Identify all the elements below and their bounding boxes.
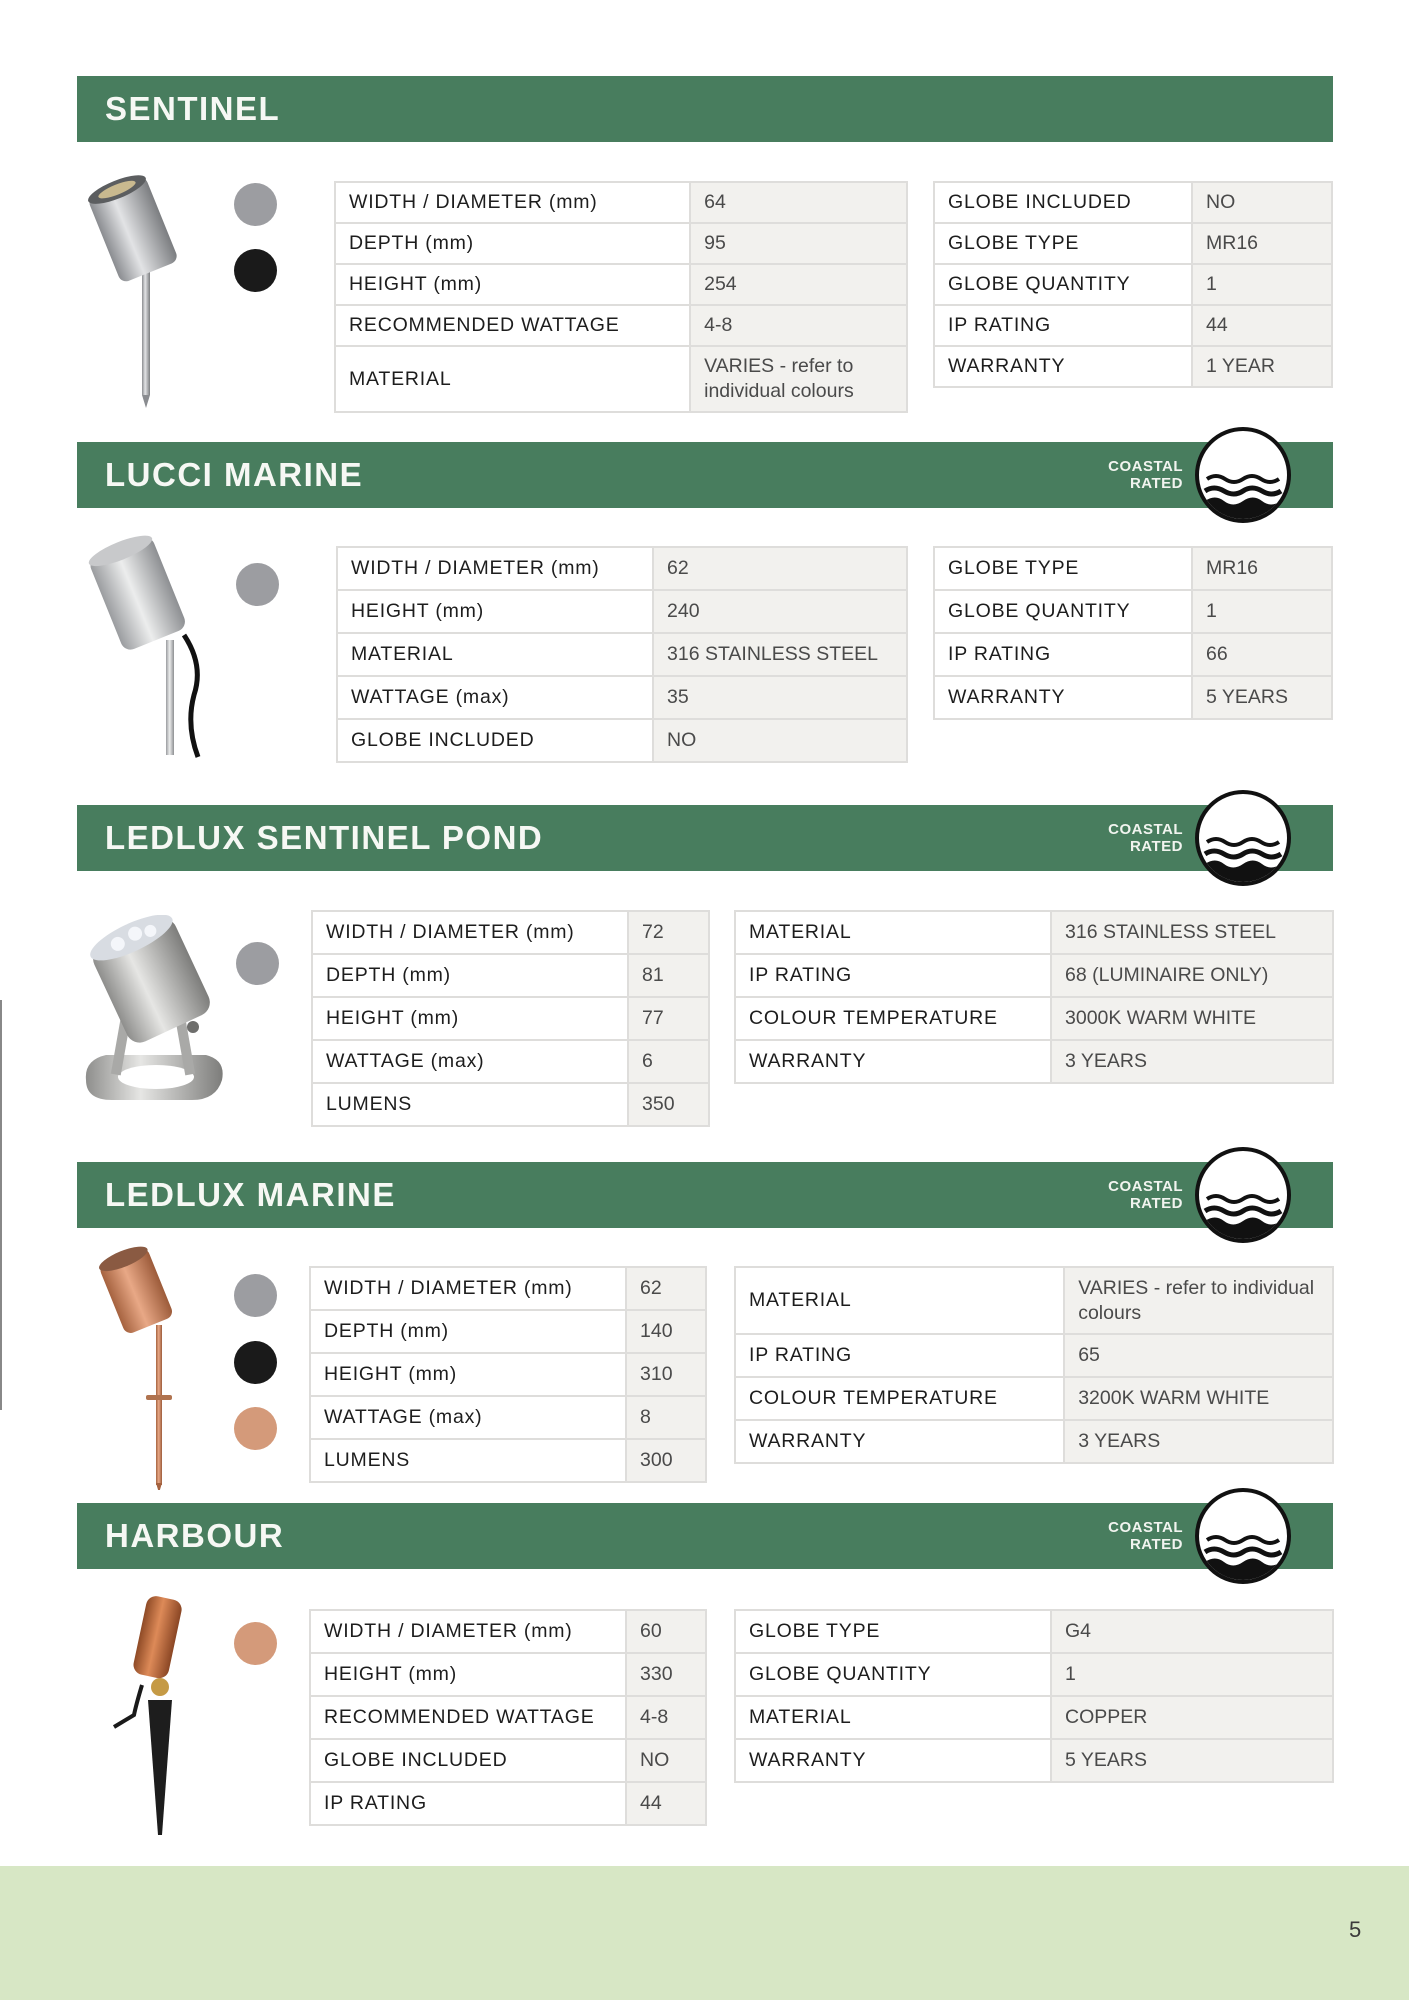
spec-value: 140 bbox=[626, 1310, 706, 1353]
section-header-lucci-marine bbox=[77, 442, 1333, 508]
swatch-silver bbox=[234, 1274, 277, 1317]
spec-value: VARIES - refer to individual colours bbox=[1064, 1267, 1333, 1334]
spec-value: 316 STAINLESS STEEL bbox=[1051, 911, 1333, 954]
spec-label: WIDTH / DIAMETER (mm) bbox=[335, 182, 690, 223]
spec-label: MATERIAL bbox=[735, 911, 1051, 954]
spec-value: 77 bbox=[628, 997, 709, 1040]
section-header-harbour bbox=[77, 1503, 1333, 1569]
spec-table-left bbox=[311, 910, 710, 1127]
swatch-copper bbox=[234, 1407, 277, 1450]
spec-value: 3000K WARM WHITE bbox=[1051, 997, 1333, 1040]
spec-value: 72 bbox=[628, 911, 709, 954]
coastal-waves-icon bbox=[1195, 427, 1291, 523]
spec-table-right bbox=[734, 910, 1334, 1084]
spec-label: IP RATING bbox=[934, 633, 1192, 676]
spec-value: 44 bbox=[1192, 305, 1332, 346]
spec-label: WARRANTY bbox=[934, 346, 1192, 387]
page-number: 5 bbox=[1349, 1917, 1362, 1942]
spec-label: GLOBE QUANTITY bbox=[934, 264, 1192, 305]
spec-value: 44 bbox=[626, 1782, 706, 1825]
spec-value: 350 bbox=[628, 1083, 709, 1126]
spec-label: IP RATING bbox=[934, 305, 1192, 346]
spec-label: LUMENS bbox=[312, 1083, 628, 1126]
spec-value: 64 bbox=[690, 182, 907, 223]
spec-label: HEIGHT (mm) bbox=[312, 997, 628, 1040]
coastal-rated-label: COASTAL RATED bbox=[1108, 1178, 1183, 1212]
spec-label: WIDTH / DIAMETER (mm) bbox=[310, 1267, 626, 1310]
spec-value: 1 YEAR bbox=[1192, 346, 1332, 387]
spec-value: 316 STAINLESS STEEL bbox=[653, 633, 907, 676]
spec-label: MATERIAL bbox=[337, 633, 653, 676]
spec-value: 8 bbox=[626, 1396, 706, 1439]
spec-label: DEPTH (mm) bbox=[310, 1310, 626, 1353]
spec-value: 62 bbox=[626, 1267, 706, 1310]
spec-value: 65 bbox=[1064, 1334, 1333, 1377]
spec-label: HEIGHT (mm) bbox=[337, 590, 653, 633]
spec-value: 81 bbox=[628, 954, 709, 997]
spec-label: RECOMMENDED WATTAGE bbox=[310, 1696, 626, 1739]
product-title: LUCCI MARINE bbox=[105, 456, 364, 493]
spec-label: RECOMMENDED WATTAGE bbox=[335, 305, 690, 346]
swatch-silver bbox=[234, 183, 277, 226]
spec-table-right bbox=[933, 181, 1333, 388]
spec-table-left bbox=[336, 546, 908, 763]
spec-label: WIDTH / DIAMETER (mm) bbox=[337, 547, 653, 590]
spec-value: 60 bbox=[626, 1610, 706, 1653]
spec-table-right bbox=[933, 546, 1333, 720]
spec-label: WARRANTY bbox=[735, 1040, 1051, 1083]
spec-value: 3200K WARM WHITE bbox=[1064, 1377, 1333, 1420]
spec-value: NO bbox=[1192, 182, 1332, 223]
spec-value: 4-8 bbox=[690, 305, 907, 346]
spec-label: DEPTH (mm) bbox=[335, 223, 690, 264]
coastal-waves-icon bbox=[1195, 790, 1291, 886]
spec-label: WATTAGE (max) bbox=[310, 1396, 626, 1439]
swatch-silver bbox=[236, 942, 279, 985]
spec-label: DEPTH (mm) bbox=[312, 954, 628, 997]
spec-value: 3 YEARS bbox=[1051, 1040, 1333, 1083]
spec-value: 4-8 bbox=[626, 1696, 706, 1739]
spec-value: COPPER bbox=[1051, 1696, 1333, 1739]
coastal-rated-label: COASTAL RATED bbox=[1108, 821, 1183, 855]
spec-value: 68 (LUMINAIRE ONLY) bbox=[1051, 954, 1333, 997]
section-header-ledlux-sentinel-pond bbox=[77, 805, 1333, 871]
section-header-ledlux-marine bbox=[77, 1162, 1333, 1228]
spec-label: MATERIAL bbox=[735, 1267, 1064, 1334]
spec-value: 240 bbox=[653, 590, 907, 633]
spec-value: 66 bbox=[1192, 633, 1332, 676]
product-title: SENTINEL bbox=[105, 90, 281, 127]
ledlux-marine-spike-light-image bbox=[92, 1245, 192, 1490]
coastal-rated-label: COASTAL RATED bbox=[1108, 458, 1183, 492]
spec-label: GLOBE QUANTITY bbox=[735, 1653, 1051, 1696]
spec-value: 35 bbox=[653, 676, 907, 719]
coastal-rated-label: COASTAL RATED bbox=[1108, 1519, 1183, 1553]
spec-label: WATTAGE (max) bbox=[312, 1040, 628, 1083]
swatch-black bbox=[234, 249, 277, 292]
product-title: LEDLUX MARINE bbox=[105, 1176, 396, 1213]
spec-value: 310 bbox=[626, 1353, 706, 1396]
spec-label: WARRANTY bbox=[735, 1420, 1064, 1463]
spec-label: WIDTH / DIAMETER (mm) bbox=[310, 1610, 626, 1653]
spec-label: IP RATING bbox=[735, 954, 1051, 997]
spec-label: HEIGHT (mm) bbox=[310, 1653, 626, 1696]
spec-value: 5 YEARS bbox=[1192, 676, 1332, 719]
spec-label: HEIGHT (mm) bbox=[310, 1353, 626, 1396]
spec-label: GLOBE INCLUDED bbox=[310, 1739, 626, 1782]
spec-value: NO bbox=[626, 1739, 706, 1782]
page-binding-edge bbox=[0, 1000, 2, 1410]
spec-value: 5 YEARS bbox=[1051, 1739, 1333, 1782]
spec-label: WATTAGE (max) bbox=[337, 676, 653, 719]
spec-value: G4 bbox=[1051, 1610, 1333, 1653]
coastal-waves-icon bbox=[1195, 1147, 1291, 1243]
spec-value: 330 bbox=[626, 1653, 706, 1696]
coastal-waves-icon bbox=[1195, 1488, 1291, 1584]
harbour-copper-spike-light-image bbox=[112, 1595, 202, 1840]
product-title: LEDLUX SENTINEL POND bbox=[105, 819, 544, 856]
spec-value: 95 bbox=[690, 223, 907, 264]
spec-value: NO bbox=[653, 719, 907, 762]
spec-value: 6 bbox=[628, 1040, 709, 1083]
spec-label: IP RATING bbox=[310, 1782, 626, 1825]
spec-label: LUMENS bbox=[310, 1439, 626, 1482]
spec-table-right bbox=[734, 1266, 1334, 1464]
spec-value: 3 YEARS bbox=[1064, 1420, 1333, 1463]
product-title: HARBOUR bbox=[105, 1517, 285, 1554]
ledlux-sentinel-pond-light-image bbox=[78, 915, 228, 1105]
spec-label: WIDTH / DIAMETER (mm) bbox=[312, 911, 628, 954]
spec-value: 254 bbox=[690, 264, 907, 305]
spec-label: GLOBE QUANTITY bbox=[934, 590, 1192, 633]
sentinel-spike-light-image bbox=[84, 170, 194, 410]
spec-label: MATERIAL bbox=[735, 1696, 1051, 1739]
spec-label: GLOBE TYPE bbox=[735, 1610, 1051, 1653]
spec-label: GLOBE INCLUDED bbox=[934, 182, 1192, 223]
swatch-black bbox=[234, 1341, 277, 1384]
spec-table-left bbox=[309, 1609, 707, 1826]
spec-label: WARRANTY bbox=[735, 1739, 1051, 1782]
spec-value: 62 bbox=[653, 547, 907, 590]
spec-label: COLOUR TEMPERATURE bbox=[735, 997, 1051, 1040]
section-header-sentinel bbox=[77, 76, 1333, 142]
lucci-marine-spike-light-image bbox=[74, 535, 214, 765]
spec-value: MR16 bbox=[1192, 547, 1332, 590]
swatch-copper bbox=[234, 1622, 277, 1665]
spec-table-left bbox=[334, 181, 908, 413]
spec-label: GLOBE TYPE bbox=[934, 223, 1192, 264]
spec-value: MR16 bbox=[1192, 223, 1332, 264]
swatch-silver bbox=[236, 563, 279, 606]
spec-value: 1 bbox=[1051, 1653, 1333, 1696]
spec-value: 1 bbox=[1192, 590, 1332, 633]
spec-value: 300 bbox=[626, 1439, 706, 1482]
spec-label: MATERIAL bbox=[335, 346, 690, 412]
spec-table-left bbox=[309, 1266, 707, 1483]
page-footer-band bbox=[0, 1866, 1409, 2000]
spec-value: 1 bbox=[1192, 264, 1332, 305]
spec-label: COLOUR TEMPERATURE bbox=[735, 1377, 1064, 1420]
spec-label: HEIGHT (mm) bbox=[335, 264, 690, 305]
spec-label: IP RATING bbox=[735, 1334, 1064, 1377]
spec-label: WARRANTY bbox=[934, 676, 1192, 719]
spec-label: GLOBE TYPE bbox=[934, 547, 1192, 590]
spec-label: GLOBE INCLUDED bbox=[337, 719, 653, 762]
spec-table-right bbox=[734, 1609, 1334, 1783]
spec-value: VARIES - refer to individual colours bbox=[690, 346, 907, 412]
